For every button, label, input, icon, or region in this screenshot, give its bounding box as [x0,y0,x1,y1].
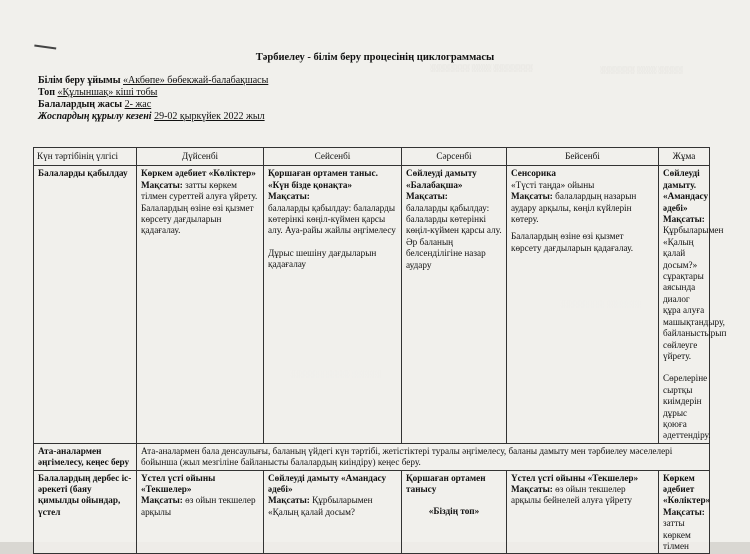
cell-title: Сөйлеуді дамыту «Амандасу әдебі» [268,472,387,494]
goal-text: балаларды қабылдау: балаларды көтерінкі көңіл-күймен қарсы алу. [406,202,502,236]
cell-extra: Балалардың өзіне өзі қызмет көрсету дағдыларын қадағалау. [141,202,254,236]
goal-label: Мақсаты: [268,495,310,506]
cell-extra: Әр баланың белсенділігіне назар аудару [406,236,486,270]
goal-label: Мақсаты: [268,191,310,202]
cell-title: Қоршаған ортамен таныcу [406,472,486,494]
cell-extra: Дұрыс шешіну дағдыларын қадағалау [268,247,377,270]
cell-title: Сенсорика [511,168,556,179]
table-cell [507,166,659,443]
period-label: Жоспардың құрылу кезені [38,111,152,122]
table-row [34,470,710,554]
table-row [34,166,710,443]
org-label: Білім беру ұйымы [38,75,121,86]
period-line [38,111,265,122]
goal-label: Мақсаты: [663,214,705,225]
table-cell [264,470,402,554]
table-cell [659,470,710,554]
group-label: Топ [38,87,55,98]
table-header-row [34,148,710,166]
header-cell: Сейсенбі [264,148,402,166]
bleed-through-text: ░░░░░░░ ░░░░ ░░░░░ [600,66,683,74]
table-cell [659,166,727,443]
org-value: «Акбөпе» бөбекжай-балабақшасы [123,75,269,86]
age-line [38,99,151,110]
cell-title: Көркем әдебиет «Көліктер» [141,168,256,179]
goal-label: Мақсаты: [511,483,553,494]
cell-title: Үстел үсті ойыны «Текшелер» [141,472,216,494]
goal-text: өз ойын текшелер арқылы [141,495,256,517]
goal-text: Құрбыларымен «Қалың қалай досым?» сұрақтары аясында диалог құра алуға машықтандыру, байланыстырып сөйлеуге үйрету. [663,225,727,361]
cell-title: Сөйлеуді дамыту «Балабақша» [406,168,477,190]
table-cell [402,470,507,554]
org-line [38,75,268,86]
goal-label: Мақсаты: [141,495,183,506]
table-cell-merged: Ата-аналармен бала денсаулығы, баланың үйдегі күн тәртібі, жетістіктері туралы әңгімелесу, баланы дамыту мен тәрбиелеу мәселелері бойынша (жыл мезгіліне байланысты балалардың киіндіру) кеңес беру. [137,443,710,470]
row-label: Балаларды қабылдау [34,166,137,443]
goal-text: затты көркем тілмен суреттей алуға үйрету. [141,179,258,202]
header-cell: Сәрсенбі [402,148,507,166]
table-row [34,443,710,470]
group-value: «Құлыншақ» кіші тобы [57,87,158,98]
table-cell [402,166,507,443]
cell-title: Сөйлеуді дамыту. «Амандасу әдебі» [663,168,709,213]
cell-extra: Балалардың өзіне өзі қызмет көрсету дағдыларын қадағалау. [511,231,634,253]
header-cell: Дүйсенбі [137,148,264,166]
goal-text: Құрбыларымен «Қалың қалай досым? [268,495,373,517]
cell-title: Қоршаған ортамен таныс. [268,168,378,179]
document-title: Тәрбиелеу - білім беру процесінің циклограммасы [255,52,495,63]
goal-text: затты көркем тілмен [663,518,691,551]
bleed-through-text: ░░░░░░░░ ░░░░ ░░░░░░░░ [430,64,533,72]
table-cell [507,470,659,554]
age-value: 2- жас [124,99,152,110]
goal-text: балалардың назарын аудару арқылы, көңіл күйлерін көтеру. [511,191,637,225]
cell-title-rest: «Түсті таңда» ойыны [511,179,595,190]
goal-text: балаларды қабылдау: балаларды көтерінкі көңіл-күймен қарсы алу. Ауа-райы жайлы әңгімелесу [268,202,396,236]
goal-label: Мақсаты: [141,179,183,190]
table-cell [137,470,264,554]
header-cell: Күн тәртібінің үлгісі [34,148,137,166]
goal-text: өз ойын текшелер арқылы бейнелей алуға үйрету [511,483,632,506]
period-value: 29-02 қыркүйек 2022 жыл [154,111,265,122]
cell-subtitle: «Біздің топ» [428,506,480,517]
header-cell: Жұма [659,148,710,166]
table-cell [137,166,264,443]
cell-subtitle: «Күн бізде қонақта» [268,179,353,190]
age-label: Балалардың жасы [38,99,123,110]
goal-label: Мақсаты: [663,506,705,517]
header-cell: Бейсенбі [507,148,659,166]
cyclogram-table [33,147,727,554]
row-label: Ата-аналармен әңгімелесу, кеңес беру [34,443,137,470]
group-line [38,87,157,98]
cell-title: Көркем әдебиет «Көліктер» [663,472,711,506]
row-label: Балалардың дербес іс-әрекеті (баяу қимылды ойындар, үстел [34,470,137,554]
cell-extra: Сөрелеріне сыртқы киімдерін дұрыс қоюға әдеттендіру. [663,373,711,441]
table-cell [264,166,402,443]
goal-label: Мақсаты: [511,191,553,202]
goal-label: Мақсаты: [406,191,448,202]
cell-title: Үстел үсті ойыны «Текшелер» [511,472,639,483]
